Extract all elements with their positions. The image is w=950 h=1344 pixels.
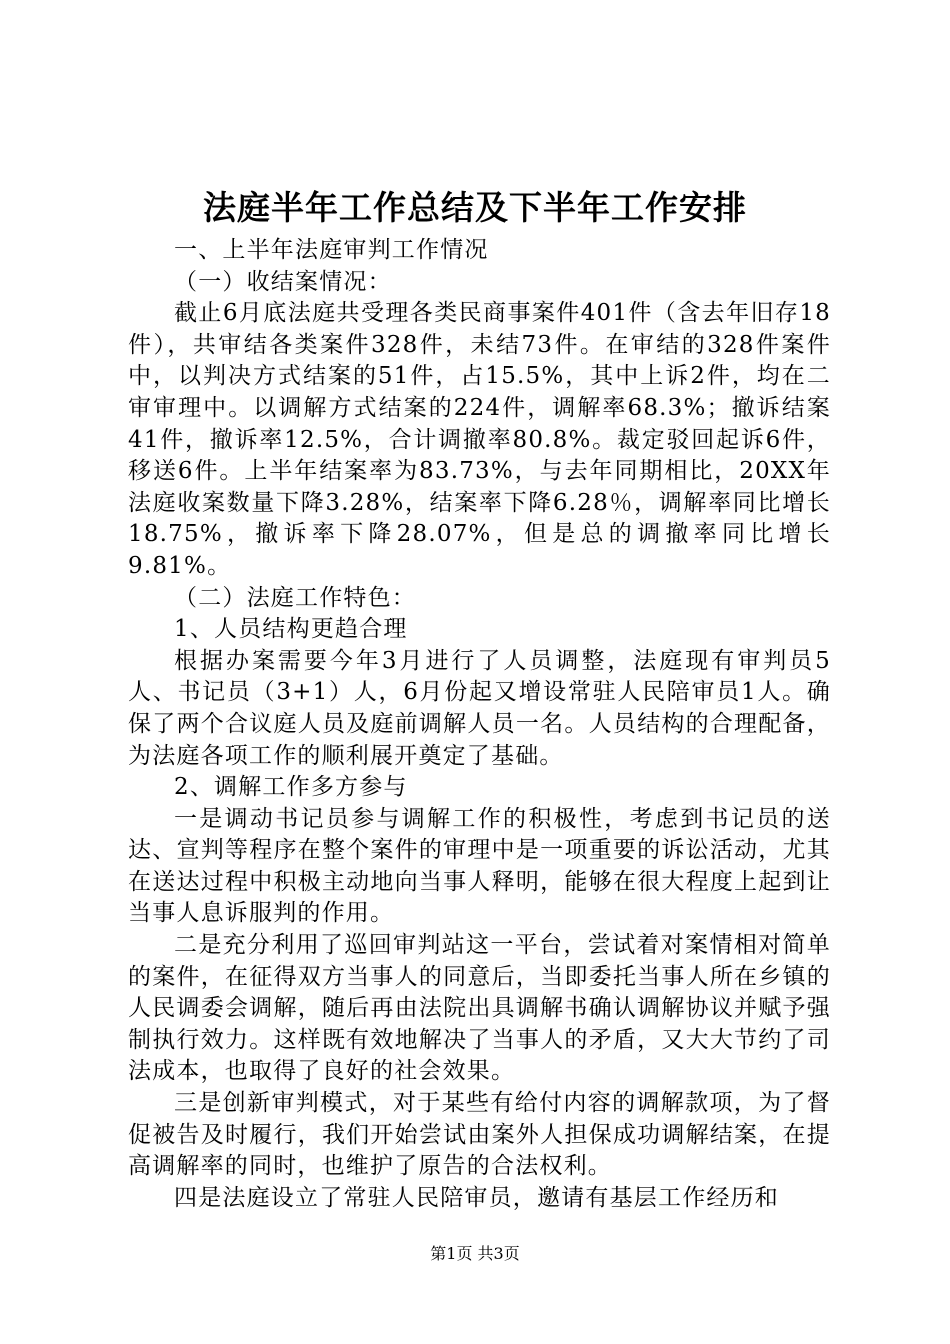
subsection-heading: （二）法庭工作特色： <box>174 584 416 611</box>
paragraph: 四是法庭设立了常驻人民陪审员，邀请有基层工作经历和 <box>174 1184 779 1211</box>
paragraph: 二是充分利用了巡回审判站这一平台，尝试着对案情相对简单的案件，在征得双方当事人的同意后，当即委托当事人所在乡镇的人民调委会调解，随后再由法院出具调解书确认调解协议并赋予强制执行效力。这样既有效地解决了当事人的矛盾，又大大节约了司法成本，也取得了良好的社会效果。 <box>128 932 831 1085</box>
paragraph: 一是调动书记员参与调解工作的积极性，考虑到书记员的送达、宣判等程序在整个案件的审理中是一项重要的诉讼活动，尤其在送达过程中积极主动地向当事人释明，能够在很大程度上起到让当事人息诉服判的作用。 <box>128 805 831 927</box>
subsection-heading: （一）收结案情况： <box>174 268 392 295</box>
paragraph: 三是创新审判模式，对于某些有给付内容的调解款项，为了督促被告及时履行，我们开始尝试由案外人担保成功调解结案，在提高调解率的同时，也维护了原告的合法权利。 <box>128 1090 831 1180</box>
paragraph: 截止6月底法庭共受理各类民商事案件401件（含去年旧存18件），共审结各类案件328件，未结73件。在审结的328件案件中，以判决方式结案的51件，占15.5%，其中上诉2件，均在二审审理中。以调解方式结案的224件，调解率68.3%；撤诉结案41件，撤诉率12.5%，合计调撤率80.8%。裁定驳回起诉6件，移送6件。上半年结案率为83.73%，与去年同期相比，20XX年法庭收案数量下降3.28%，结案率下降6.28％，调解率同比增长18.75%，撤诉率下降28.07%，但是总的调撤率同比增长9.81%。 <box>128 300 831 579</box>
paragraph: 根据办案需要今年3月进行了人员调整，法庭现有审判员5人、书记员（3+1）人，6月份起又增设常驻人民陪审员1人。确保了两个合议庭人员及庭前调解人员一名。人员结构的合理配备，为法庭各项工作的顺利展开奠定了基础。 <box>128 647 831 769</box>
item-heading: 1、人员结构更趋合理 <box>174 616 408 643</box>
document-title: 法庭半年工作总结及下半年工作安排 <box>203 188 747 227</box>
document-body <box>128 235 831 1214</box>
page-footer: 第1页 共3页 <box>430 1244 520 1263</box>
section-heading: 一、上半年法庭审判工作情况 <box>174 237 489 263</box>
item-heading: 2、调解工作多方参与 <box>174 774 408 801</box>
